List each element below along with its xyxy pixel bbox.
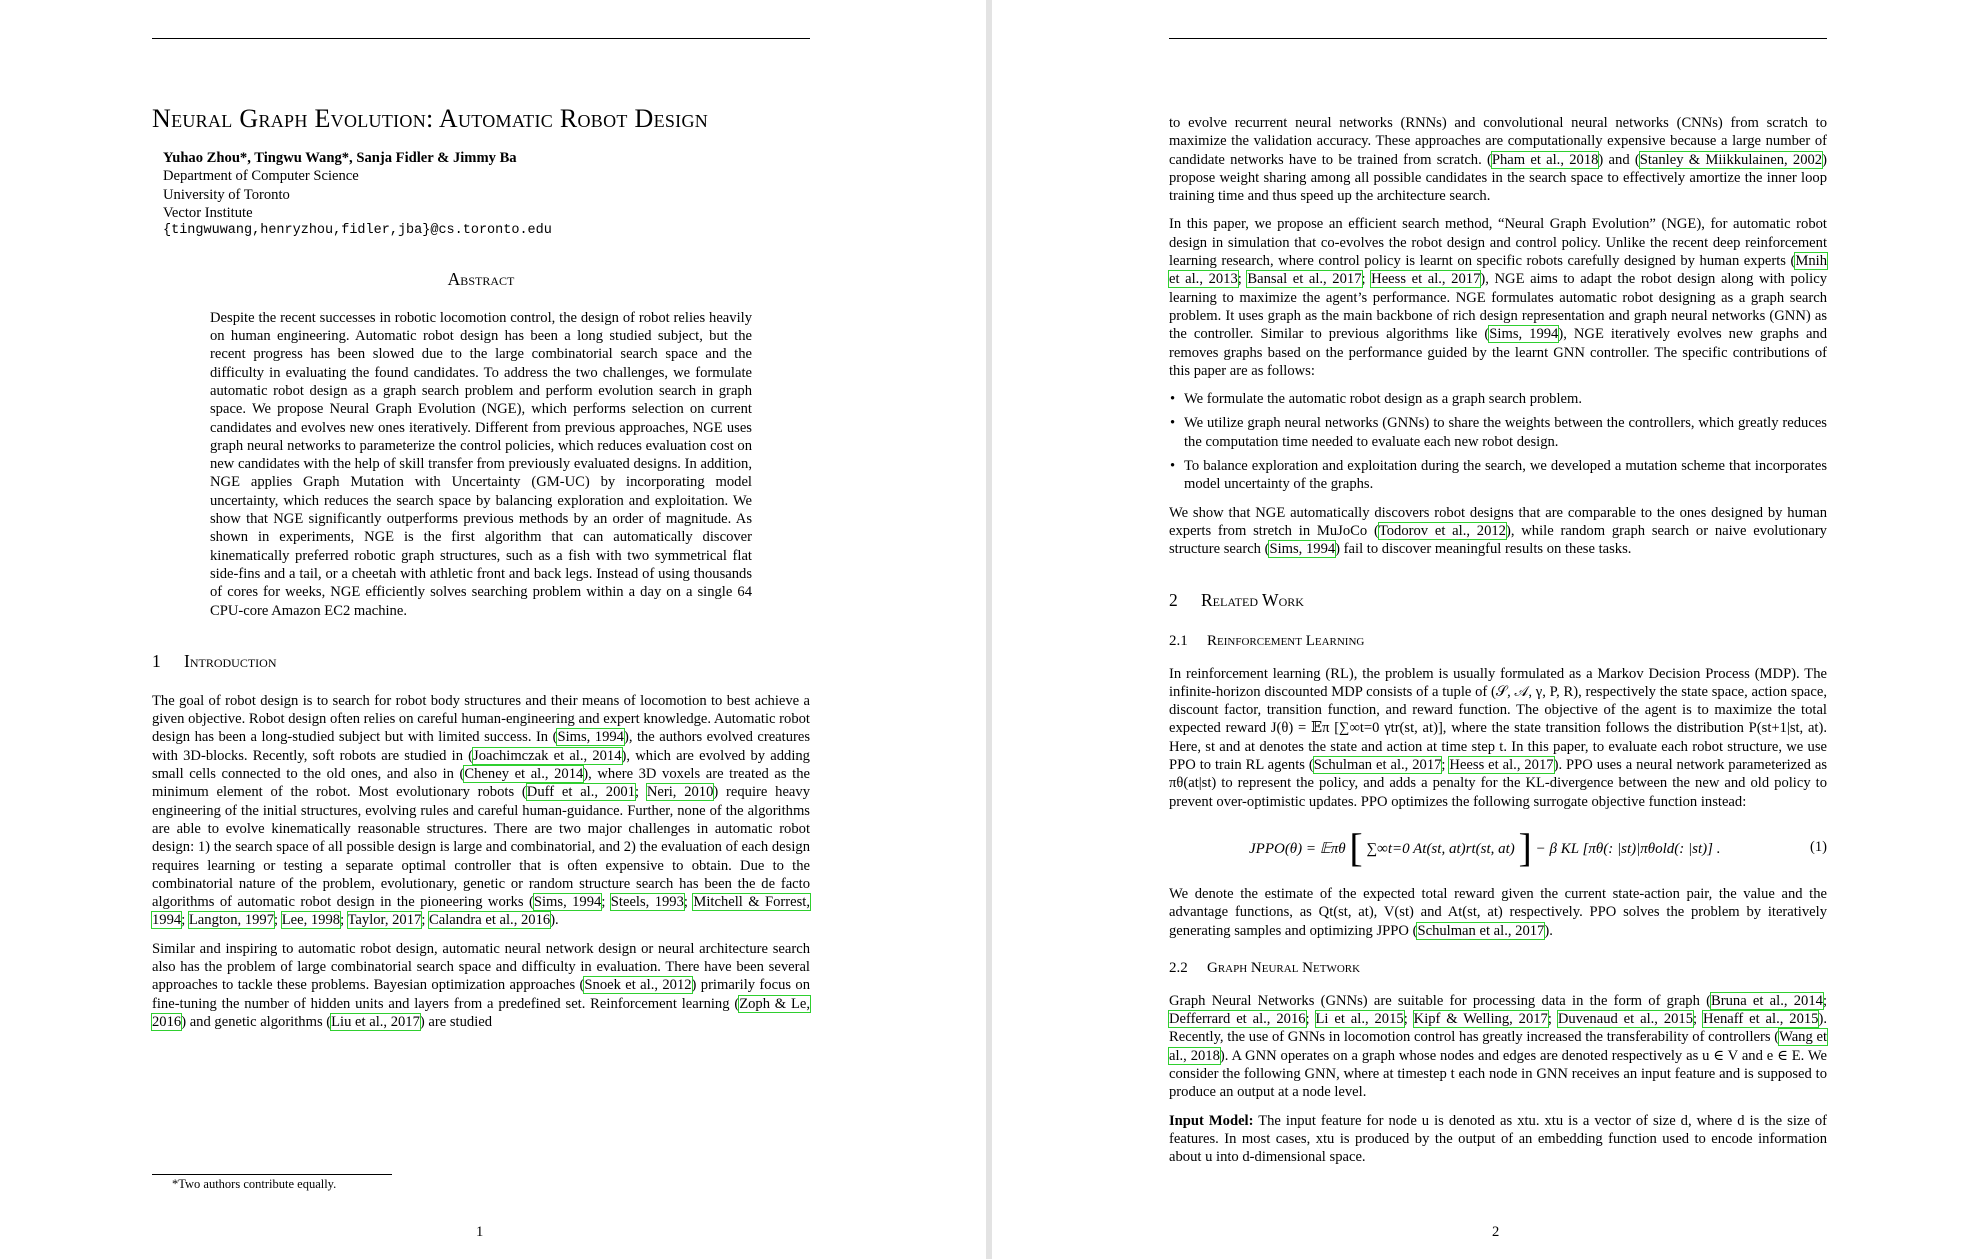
citation-link[interactable]: Sims, 1994: [557, 729, 624, 746]
equation-ppo: [1169, 821, 1827, 877]
citation-link[interactable]: Duff et al., 2001: [526, 784, 635, 801]
paragraph-run-in: Input Model:: [1169, 1112, 1254, 1129]
text-run: ;: [1693, 1011, 1703, 1028]
citation-link[interactable]: Heess et al., 2017: [1371, 271, 1481, 288]
text-run: ;: [1237, 271, 1248, 288]
list-item: • We utilize graph neural networks (GNNs) to share the weights between the controllers, which greatly reduces the computation time needed to evaluate each new robot design.: [1169, 414, 1827, 451]
text-run: to evolve recurrent neural networks (RNNs) and convolutional neural networks (CNNs) from scratch to maximize the validation accuracy. These approaches are computationally expensive because a large number of candidate networks have to be trained from scratch. (: [1169, 115, 1827, 168]
citation-link[interactable]: Bansal et al., 2017: [1247, 271, 1362, 288]
header-rule: [152, 38, 810, 39]
text-run: ) and genetic algorithms (: [181, 1013, 332, 1030]
abstract-heading: Abstract: [447, 269, 515, 290]
paper-page-1: [0, 0, 986, 1259]
affiliation-line: University of Toronto: [163, 186, 290, 203]
citation-link[interactable]: Pham et al., 2018: [1491, 151, 1599, 168]
body-paragraph: [1169, 885, 1827, 940]
text-run: The goal of robot design is to search for robot body structures and their means of locomotion to best achieve a given objective. Robot design often relies on careful human-engineering and expert knowledge. Automatic robot design has been a long-studied subject but with limited success. In (: [152, 692, 810, 746]
section-heading-introduction: [152, 650, 810, 672]
text-run: ) require heavy engineering of the initial structures, evolving rules and careful human-guidance. Further, none of the algorithms are able to evolve kinematically reasonable structures. There are two major challenges in automatic robot design: 1) the search space of all possible design is large and combinatorial, and 2) the evaluation of each design requires learning or testing a separate optimal controller that is often expensive to obtain. Due to the combinatorial nature of the problem, evolutionary, genetic or random structure search has been the de facto algorithms of automatic robot design in the pioneering works (: [152, 784, 811, 911]
contributions-list: [1169, 390, 1827, 493]
footnote-rule: [152, 1174, 392, 1175]
citation-link[interactable]: Sims, 1994: [1489, 326, 1559, 343]
section-title: Related Work: [1201, 589, 1304, 610]
text-run: ;: [683, 894, 694, 911]
citation-link[interactable]: Taylor, 2017: [347, 912, 422, 929]
citation-link[interactable]: Sims, 1994: [533, 894, 602, 911]
page-number: 1: [476, 1224, 484, 1240]
page-number: 2: [1492, 1224, 1500, 1240]
text-run: ;: [181, 912, 189, 929]
text-run: ;: [340, 912, 348, 929]
text-run: In reinforcement learning (RL), the problem is usually formulated as a Markov Decision Process (MDP). The infinite-horizon discounted MDP consists of a tuple of (𝒮, 𝒜, γ, P, R), respectively the state space, action space, discount factor, transition function, and reward function. The objective of the agent is to maximize the total expected reward J(θ) = 𝔼π [∑∞t=0 γtr(st, at)], where the state transition follows the distribution P(st+1|st, at). Here, st and at denotes the state and action at time step t. In this paper, to evaluate each robot structure, we use PPO to train RL agents (: [1169, 665, 1827, 774]
citation-link[interactable]: Mnih et al., 2013: [1169, 253, 1827, 288]
body-paragraph: [1169, 665, 1827, 811]
citation-link[interactable]: Steels, 1993: [610, 894, 684, 911]
equation-rhs: − β KL [πθ(: |st)|πθold(: |st)] .: [1535, 840, 1721, 857]
citation-link[interactable]: Bruna et al., 2014: [1711, 992, 1823, 1009]
text-run: ). PPO uses a neural network parameterized as πθ(at|st) to represent the policy, and adds a penalty for the KL-divergence between the new and old policy to prevent over-optimistic updates. PPO optimizes the following surrogate objective function instead:: [1169, 757, 1827, 810]
bracket-left-icon: [: [1349, 824, 1363, 870]
text-run: ;: [1441, 757, 1450, 774]
text-run: ) fail to discover meaningful results on these tasks.: [1335, 541, 1632, 558]
text-run: Similar and inspiring to automatic robot design, automatic neural network design or neural architecture search also has the problem of large combinatorial search space and difficulty in evaluation. There have been several approaches to tackle these problems. Bayesian optimization approaches (: [152, 940, 810, 994]
section-number: 2: [1169, 589, 1178, 610]
text-run: ), while random graph search or naive evolutionary structure search (: [1169, 522, 1827, 558]
equation-number: (1): [1809, 838, 1827, 855]
citation-link[interactable]: Neri, 2010: [646, 784, 714, 801]
author-names: Yuhao Zhou*, Tingwu Wang*, Sanja Fidler & Jimmy Ba: [163, 150, 517, 166]
paper-title: Neural Graph Evolution: Automatic Robot Design: [152, 104, 709, 133]
subsection-title: Graph Neural Network: [1207, 959, 1361, 976]
text-run: ;: [1305, 1011, 1316, 1028]
citation-link[interactable]: Todorov et al., 2012: [1378, 522, 1506, 539]
text-run: ), NGE iteratively evolves new graphs and removes graphs based on the performance guided by the learnt GNN controller. The specific contributions of this paper are as follows:: [1169, 326, 1828, 379]
text-run: ). Recently, the use of GNNs in locomotion control has greatly increased the transferability of controllers (: [1169, 1011, 1827, 1046]
citation-link[interactable]: Henaff et al., 2015: [1702, 1011, 1819, 1028]
list-item: • We formulate the automatic robot design as a graph search problem.: [1169, 390, 1827, 408]
citation-link[interactable]: Duvenaud et al., 2015: [1557, 1011, 1694, 1028]
citation-link[interactable]: Schulman et al., 2017: [1313, 757, 1442, 774]
section-title: Introduction: [184, 650, 277, 671]
subsection-heading-rl: [1169, 631, 1827, 651]
text-run: The input feature for node u is denoted as xtu. xtu is a vector of size d, where d is the size of features. In most cases, xtu is produced by the output of an embedding function used to encode information about u into d-dimensional space.: [1169, 1112, 1827, 1166]
bracket-right-icon: ]: [1518, 824, 1532, 870]
citation-link[interactable]: Schulman et al., 2017: [1417, 922, 1545, 939]
text-run: ;: [1547, 1011, 1558, 1028]
text-run: ;: [421, 912, 430, 929]
citation-link[interactable]: Liu et al., 2017: [331, 1013, 420, 1030]
affiliation-line: Vector Institute: [163, 204, 253, 221]
abstract-text: Despite the recent successes in robotic locomotion control, the design of robot relies heavily on human engineering. Automatic robot design has been a long studied subject, but the recent progress has been slowed due to the large combinatorial search space and the difficulty in evaluating the found candidates. To address the two challenges, we formulate automatic robot design as a graph search problem and perform evolution search in graph space. We propose Neural Graph Evolution (NGE), which performs selection on current candidates and evolves new ones iteratively. Different from previous approaches, NGE uses graph neural networks to parameterize the control policies, which reduces evaluation cost on new candidates with the help of skill transfer from previously evaluated designs. In addition, NGE applies Graph Mutation with Uncertainty (GM-UC) by incorporating model uncertainty, which reduces the search space by balancing exploration and exploitation. We show that NGE significantly outperforms previous methods by an order of magnitude. As shown in experiments, NGE is the first algorithm that can automatically discover kinematically preferred robotic graph structures, such as a fish with two symmetrical flat side-fins and a tail, or a cheetah with athletic front and back legs. Instead of using thousands of cores for weeks, NGE efficiently solves searching problem within a day on a single 64 CPU-core Amazon EC2 machine.: [210, 309, 752, 619]
citation-link[interactable]: Langton, 1997: [188, 912, 275, 929]
citation-link[interactable]: Sims, 1994: [1269, 541, 1336, 558]
citation-link[interactable]: Defferrard et al., 2016: [1169, 1011, 1306, 1028]
text-run: ;: [1822, 992, 1827, 1009]
text-run: ), NGE aims to adapt the robot design along with policy learning to maximize the agent’s performance. NGE formulates automatic robot designing as a graph search problem. It uses graph as the main backbone of rich design representation and graph neural networks (GNN) as the controller. Similar to previous algorithms like (: [1169, 271, 1827, 343]
citation-link[interactable]: Li et al., 2015: [1315, 1011, 1404, 1028]
citation-link[interactable]: Kipf & Welling, 2017: [1413, 1011, 1548, 1028]
subsection-number: 2.2: [1169, 959, 1188, 976]
footnote: *Two authors contribute equally.: [172, 1177, 337, 1191]
affiliation-line: Department of Computer Science: [163, 168, 359, 185]
text-run: ). A GNN operates on a graph whose nodes and edges are denoted respectively as u ∈ V and e ∈ E. We consider the following GNN, where at timestep t each node in GNN receives an input feature and is supposed to produce an output at a node level.: [1169, 1047, 1828, 1101]
citation-link[interactable]: Zoph & Le, 2016: [152, 995, 810, 1030]
text-run: ), which are evolved by adding small cells connected to the old ones, and also in (: [152, 747, 810, 783]
body-paragraph: [1169, 215, 1827, 380]
author-block: [163, 149, 810, 240]
body-paragraph: [1169, 114, 1827, 205]
section-heading-related-work: [1169, 589, 1827, 611]
equation-lhs: JPPO(θ) = 𝔼πθ: [1249, 840, 1346, 857]
subsection-heading-gnn: [1169, 958, 1827, 978]
text-run: ).: [1544, 922, 1553, 939]
text-run: ;: [1361, 271, 1372, 288]
equation-body: [1249, 824, 1721, 870]
citation-link[interactable]: Mitchell & Forrest, 1994: [152, 894, 810, 929]
text-run: ;: [1403, 1011, 1414, 1028]
paper-page-2: [992, 0, 1973, 1259]
text-run: ) primarily focus on fine-tuning the number of hidden units and layers from a predefined set. Reinforcement learning (: [152, 977, 810, 1012]
header-rule: [1169, 38, 1827, 39]
text-run: ;: [601, 894, 611, 911]
author-email: {tingwuwang,henryzhou,fidler,jba}@cs.toronto.edu: [163, 223, 552, 239]
intro-paragraph-1: [152, 692, 810, 930]
equation-sum: ∑∞t=0 At(st, at)rt(st, at): [1366, 840, 1515, 857]
section-number: 1: [152, 650, 161, 671]
body-paragraph: [1169, 504, 1827, 559]
intro-paragraph-2: [152, 940, 810, 1031]
citation-link[interactable]: Wang et al., 2018: [1169, 1029, 1827, 1064]
page-1-column: [152, 102, 810, 1041]
text-run: ) are studied: [419, 1013, 493, 1030]
text-run: ;: [635, 784, 647, 801]
page-2-column: [1169, 40, 1827, 1176]
text-run: Graph Neural Networks (GNNs) are suitable for processing data in the form of graph (: [1169, 992, 1711, 1009]
text-run: ;: [274, 912, 282, 929]
citation-link[interactable]: Joachimczak et al., 2014: [473, 747, 622, 764]
subsection-title: Reinforcement Learning: [1207, 632, 1365, 649]
text-run: ) propose weight sharing among all possible candidates in the search space to effectively amortize the inner loop training time and thus speed up the architecture search.: [1169, 151, 1827, 205]
text-run: ) and (: [1598, 151, 1640, 168]
text-run: ), the authors evolved creatures with 3D-blocks. Recently, soft robots are studied in (: [152, 729, 811, 764]
citation-link[interactable]: Stanley & Miikkulainen, 2002: [1639, 151, 1823, 168]
text-run: We denote the estimate of the expected total reward given the current state-action pair, the value and the advantage functions, as Qt(st, at), V(st) and At(st, at) respectively. PPO solves the problem by iteratively generating samples and optimizing JPPO (: [1169, 885, 1827, 939]
text-run: In this paper, we propose an efficient search method, “Neural Graph Evolution” (NGE), for automatic robot design in simulation that co-evolves the robot design and control policy. Unlike the recent deep reinforcement learning research, where control policy is learnt on specific robots carefully designed by human experts (: [1169, 216, 1827, 270]
citation-link[interactable]: Lee, 1998: [281, 912, 341, 929]
text-run: We show that NGE automatically discovers robot designs that are comparable to the ones designed by human experts from stretch in MuJoCo (: [1169, 504, 1827, 539]
subsection-number: 2.1: [1169, 632, 1188, 649]
list-item: • To balance exploration and exploitation during the search, we developed a mutation scheme that incorporates model uncertainty of the graphs.: [1169, 457, 1827, 494]
text-run: ), where 3D voxels are treated as the minimum element of the robot. Most evolutionary robots (: [152, 766, 810, 801]
body-paragraph: [1169, 1112, 1827, 1167]
citation-link[interactable]: Snoek et al., 2012: [584, 977, 692, 994]
citation-link[interactable]: Heess et al., 2017: [1449, 757, 1554, 774]
text-run: ).: [550, 912, 559, 929]
citation-link[interactable]: Calandra et al., 2016: [429, 912, 551, 929]
body-paragraph: [1169, 992, 1827, 1102]
citation-link[interactable]: Cheney et al., 2014: [464, 766, 584, 783]
